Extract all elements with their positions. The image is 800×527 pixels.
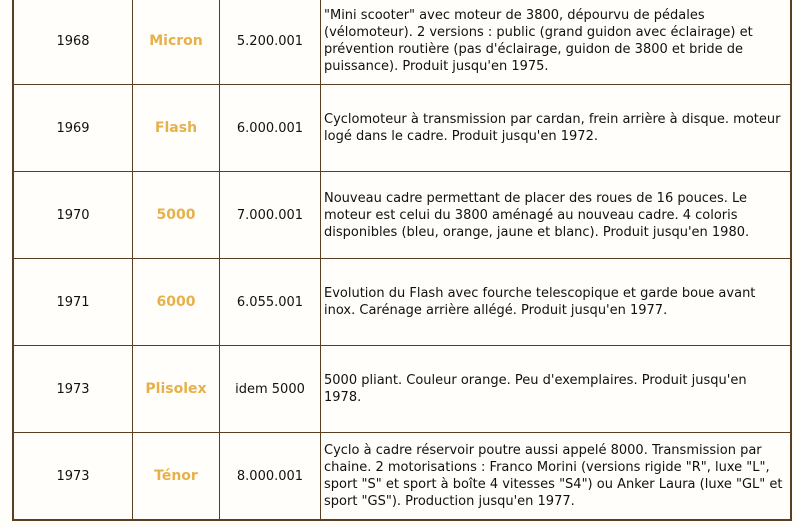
price-cell: 6.055.001 [220, 259, 321, 346]
table-row [14, 172, 790, 259]
model-name-cell: 5000 [133, 172, 220, 259]
price-cell: 5.200.001 [220, 0, 321, 85]
table-row [14, 433, 790, 519]
model-name-cell: 6000 [133, 259, 220, 346]
price-cell: 7.000.001 [220, 172, 321, 259]
description-cell: Evolution du Flash avec fourche telescopique et garde boue avant inox. Carénage arrière allégé. Produit jusqu'en 1977. [321, 259, 790, 346]
description-cell: Nouveau cadre permettant de placer des roues de 16 pouces. Le moteur est celui du 3800 aménagé au nouveau cadre. 4 coloris disponibles (bleu, orange, jaune et blanc). Produit jusqu'en 1980. [321, 172, 790, 259]
price-cell: 8.000.001 [220, 433, 321, 519]
price-cell: idem 5000 [220, 346, 321, 433]
year-cell: 1971 [14, 259, 133, 346]
model-name-cell: Micron [133, 0, 220, 85]
models-table [12, 0, 792, 521]
table-row [14, 0, 790, 85]
year-cell: 1969 [14, 85, 133, 172]
description-cell: Cyclomoteur à transmission par cardan, frein arrière à disque. moteur logé dans le cadre. Produit jusqu'en 1972. [321, 85, 790, 172]
table-row [14, 259, 790, 346]
price-cell: 6.000.001 [220, 85, 321, 172]
model-name-cell: Plisolex [133, 346, 220, 433]
table-row [14, 346, 790, 433]
year-cell: 1973 [14, 433, 133, 519]
model-name-cell: Flash [133, 85, 220, 172]
table-row [14, 85, 790, 172]
year-cell: 1968 [14, 0, 133, 85]
year-cell: 1973 [14, 346, 133, 433]
description-cell: Cyclo à cadre réservoir poutre aussi appelé 8000. Transmission par chaine. 2 motorisations : Franco Morini (versions rigide "R", luxe "L", sport "S" et sport à boîte 4 vitesses "S4") ou Anker Laura (luxe "GL" et sport "GS"). Production jusqu'en 1977. [321, 433, 790, 519]
model-name-cell: Ténor [133, 433, 220, 519]
description-cell: 5000 pliant. Couleur orange. Peu d'exemplaires. Produit jusqu'en 1978. [321, 346, 790, 433]
year-cell: 1970 [14, 172, 133, 259]
description-cell: "Mini scooter" avec moteur de 3800, dépourvu de pédales (vélomoteur). 2 versions : public (grand guidon avec éclairage) et prévention routière (pas d'éclairage, guidon de 3800 et bride de puissance). Produit jusqu'en 1975. [321, 0, 790, 85]
